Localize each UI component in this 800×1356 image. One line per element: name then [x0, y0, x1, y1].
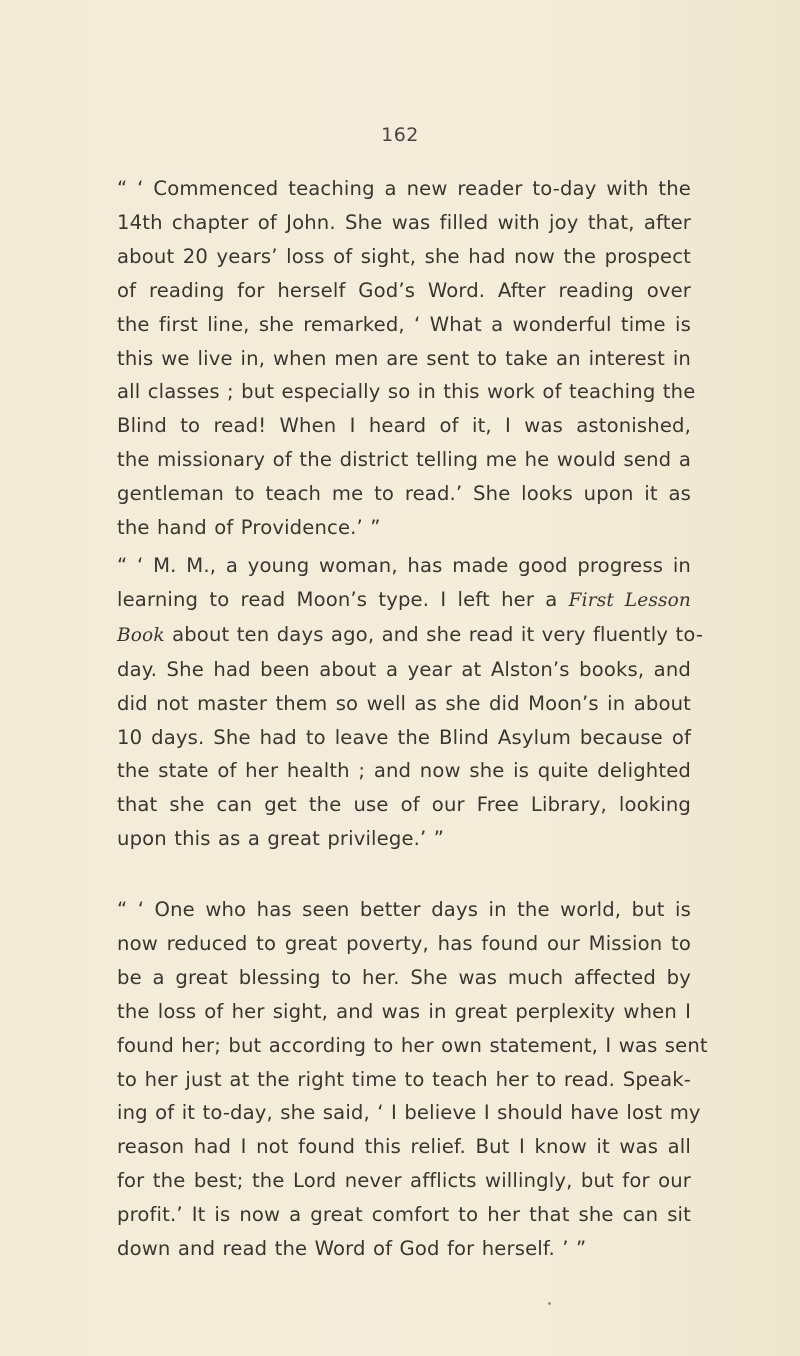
paragraph-2-line: that she can get the use of our Free Library, looking — [117, 793, 691, 817]
paragraph-2-line: did not master them so well as she did Moon’s in about — [117, 691, 691, 715]
page-number: 162 — [381, 124, 419, 146]
paragraph-2-line: upon this as a great privilege.’ ” — [117, 827, 445, 851]
paragraph-3-line: reason had I not found this relief. But I know it was all — [117, 1135, 691, 1159]
paragraph-1-line: gentleman to teach me to read.’ She looks upon it as — [117, 482, 691, 506]
paragraph-2-text: about ten days ago, and she read it very fluently to- — [164, 622, 704, 646]
paragraph-3-line: be a great blessing to her. She was much affected by — [117, 965, 691, 989]
paragraph-3-line: “ ‘ One who has seen better days in the world, but is — [117, 898, 691, 921]
paragraph-1-line: Blind to read! When I heard of it, I was astonished, — [117, 414, 691, 438]
paragraph-1-line: the missionary of the district telling me he would send a — [117, 448, 691, 472]
paragraph-3-line: ing of it to-day, she said, ‘ I believe I should have lost my — [117, 1101, 701, 1125]
paragraph-2-text: learning to read Moon’s type. I left her a — [117, 587, 569, 611]
paragraph-1-line: the hand of Providence.’ ” — [117, 516, 381, 540]
paragraph-1-line: all classes ; but especially so in this work of teaching the — [117, 380, 696, 404]
paragraph-3-line: to her just at the right time to teach her to read. Speak- — [117, 1067, 691, 1091]
paragraph-2 — [117, 549, 704, 856]
paragraph-3-line: for the best; the Lord never afflicts willingly, but for our — [117, 1169, 691, 1193]
paragraph-1-line: the first line, she remarked, ‘ What a wonderful time is — [117, 312, 691, 336]
paragraph-2-line: “ ‘ M. M., a young woman, has made good progress in — [117, 554, 691, 577]
paragraph-3-line: profit.’ It is now a great comfort to her that she can sit — [117, 1203, 691, 1227]
paragraph-1-line: this we live in, when men are sent to take an interest in — [117, 346, 691, 370]
paragraph-2-line: the state of her health ; and now she is quite delighted — [117, 759, 691, 783]
book-title-italic: First Lesson — [568, 589, 691, 611]
paragraph-3-line: found her; but according to her own statement, I was sent — [117, 1033, 708, 1057]
paragraph-2-line: day. She had been about a year at Alston’s books, and — [117, 657, 691, 681]
paragraph-3-line: down and read the Word of God for herself. ’ ” — [117, 1237, 587, 1261]
book-title-italic: Book — [117, 624, 165, 646]
paragraph-3-line: the loss of her sight, and was in great perplexity when I — [117, 999, 691, 1023]
paragraph-1-line: about 20 years’ loss of sight, she had now the prospect — [117, 244, 691, 268]
paragraph-1 — [117, 172, 696, 545]
paragraph-2-line — [117, 583, 691, 618]
paragraph-1-line: of reading for herself God’s Word. After reading over — [117, 278, 691, 302]
paragraph-3-line: now reduced to great poverty, has found our Mission to — [117, 931, 691, 955]
paper-speck — [548, 1302, 551, 1305]
paragraph-1-line: 14th chapter of John. She was filled with joy that, after — [117, 210, 691, 234]
paragraph-1-line: “ ‘ Commenced teaching a new reader to-day with the — [117, 177, 691, 200]
paragraph-2-line: 10 days. She had to leave the Blind Asylum because of — [117, 725, 691, 749]
paragraph-2-line — [117, 618, 704, 653]
paragraph-3 — [117, 893, 708, 1266]
